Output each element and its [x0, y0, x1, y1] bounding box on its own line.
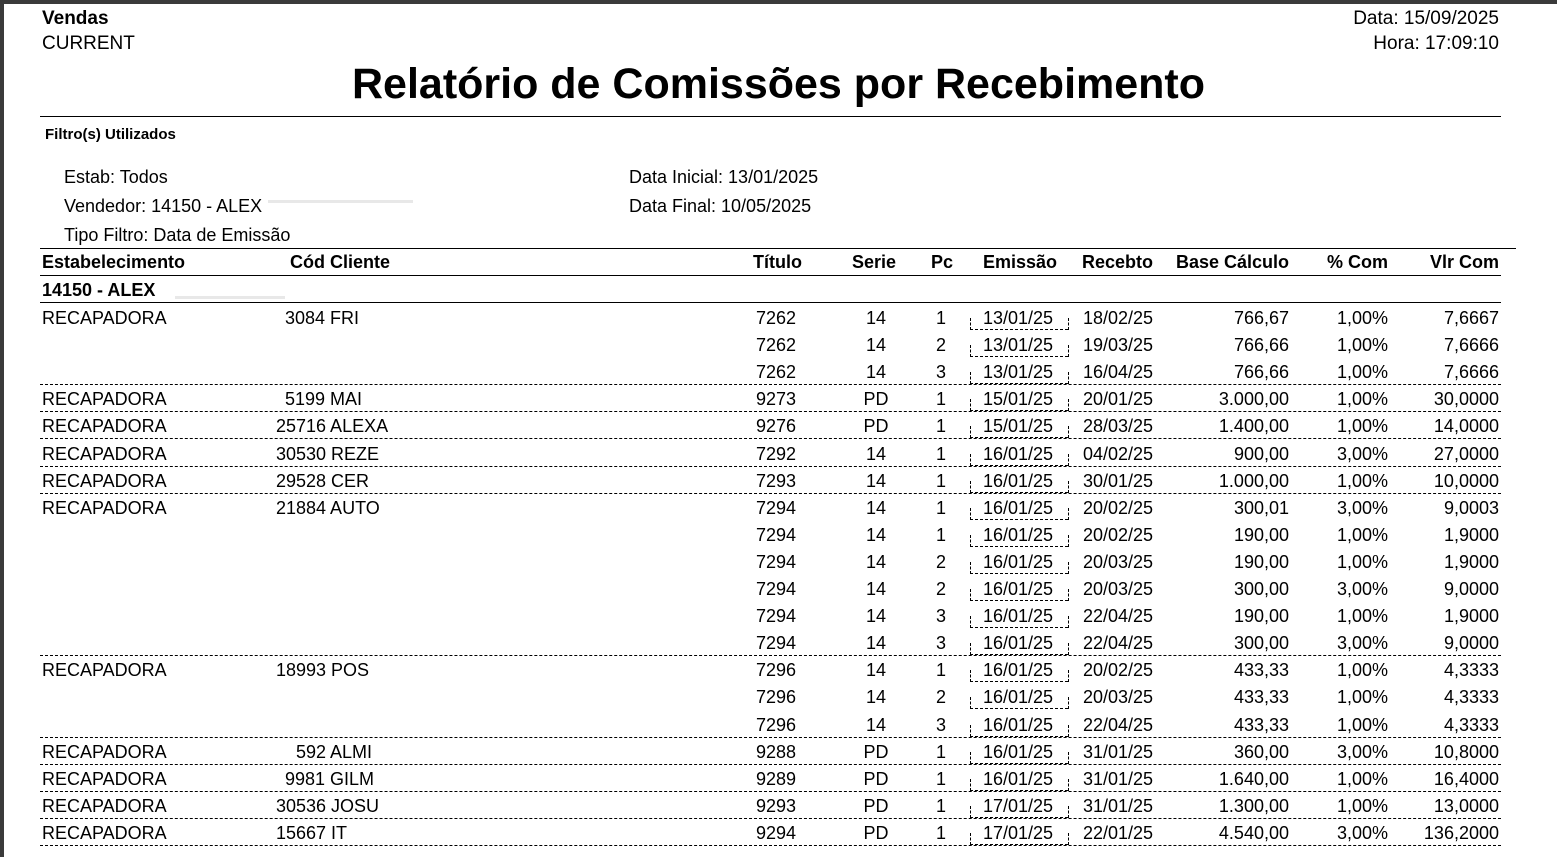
cell-serie: PD: [863, 822, 889, 843]
cell-serie: 14: [865, 579, 887, 599]
emissao-right-border: [1068, 806, 1069, 818]
cell-recebto: 30/01/25: [1083, 470, 1154, 491]
emissao-left-border: [970, 643, 971, 655]
cell-recebto: 28/03/25: [1083, 416, 1154, 437]
cell-serie: 14: [865, 443, 887, 464]
cell-estabelecimento: RECAPADORA: [42, 470, 167, 491]
cell-estabelecimento: RECAPADORA: [42, 308, 167, 328]
cell-pct-com: 3,00%: [1336, 822, 1388, 843]
cell-vlr-com: 10,8000: [1433, 741, 1499, 762]
cell-pct-com: 1,00%: [1336, 768, 1388, 789]
cell-vlr-com: 1,9000: [1443, 524, 1499, 545]
group-heading: 14150 - ALEX: [42, 280, 156, 300]
cell-titulo: 7294: [755, 551, 796, 572]
filter-estab: Estab: Todos: [64, 167, 168, 187]
cell-base-calculo: 300,00: [1233, 579, 1289, 599]
cell-base-calculo: 300,01: [1233, 497, 1289, 518]
cell-serie: 14: [865, 633, 887, 654]
cell-pc: 1: [935, 470, 946, 491]
cell-pct-com: 1,00%: [1336, 795, 1388, 816]
redacted-mark: [268, 200, 413, 203]
cell-titulo: 7262: [755, 362, 796, 383]
emissao-underline: [970, 627, 1068, 628]
cell-titulo: 7262: [755, 308, 796, 328]
table-row: [0, 412, 1557, 439]
emissao-left-border: [970, 806, 971, 818]
cell-cliente: 592 ALMI: [296, 741, 373, 762]
cell-emissao: 13/01/25: [983, 308, 1054, 328]
emissao-right-border: [1068, 697, 1069, 709]
cell-emissao: 16/01/25: [983, 768, 1054, 789]
emissao-left-border: [970, 833, 971, 845]
emissao-right-border: [1068, 535, 1069, 547]
emissao-right-border: [1068, 589, 1069, 601]
cell-base-calculo: 4.540,00: [1218, 822, 1289, 843]
header-bottom-rule: [40, 275, 1501, 276]
table-row: [0, 656, 1557, 683]
cell-base-calculo: 1.000,00: [1218, 470, 1289, 491]
table-row: [0, 792, 1557, 819]
emissao-left-border: [970, 426, 971, 438]
cell-pc: 2: [935, 579, 946, 599]
filter-data-final: Data Final: 10/05/2025: [629, 196, 812, 216]
cell-recebto: 31/01/25: [1083, 768, 1154, 789]
emissao-left-border: [970, 725, 971, 737]
table-row: [0, 765, 1557, 792]
emissao-right-border: [1068, 670, 1069, 682]
cell-pct-com: 3,00%: [1336, 633, 1388, 654]
cell-titulo: 7296: [755, 687, 796, 708]
col-estabelecimento: Estabelecimento: [42, 252, 186, 272]
cell-serie: 14: [865, 714, 887, 735]
cell-emissao: 16/01/25: [983, 443, 1054, 464]
report-date: Data: 15/09/2025: [1353, 8, 1499, 29]
cell-cliente: 3084 FRI: [285, 308, 360, 328]
cell-vlr-com: 7,6666: [1443, 362, 1499, 383]
cell-pc: 1: [935, 795, 946, 816]
cell-recebto: 20/02/25: [1083, 497, 1154, 518]
table-row: [0, 440, 1557, 467]
cell-pct-com: 1,00%: [1336, 551, 1388, 572]
cell-serie: PD: [863, 389, 889, 410]
emissao-underline: [970, 329, 1068, 330]
cell-recebto: 31/01/25: [1083, 741, 1154, 762]
cell-emissao: 16/01/25: [983, 687, 1054, 708]
cell-serie: PD: [863, 416, 889, 437]
cell-titulo: 9289: [755, 768, 796, 789]
cell-cliente: 15667 IT: [276, 822, 348, 843]
cell-emissao: 16/01/25: [983, 551, 1054, 572]
cell-emissao: 16/01/25: [983, 714, 1054, 735]
cell-pct-com: 1,00%: [1336, 470, 1388, 491]
cell-vlr-com: 4,3333: [1443, 660, 1499, 681]
cell-pc: 1: [935, 524, 946, 545]
emissao-right-border: [1068, 454, 1069, 466]
cell-pct-com: 1,00%: [1336, 389, 1388, 410]
cell-serie: 14: [865, 660, 887, 681]
cell-recebto: 31/01/25: [1083, 795, 1154, 816]
cell-cliente: 5199 MAI: [285, 389, 363, 410]
cell-titulo: 9273: [755, 389, 796, 410]
header-top-rule: [40, 248, 1516, 249]
cell-pct-com: 1,00%: [1336, 335, 1388, 356]
table-row: [0, 575, 1557, 602]
cell-pc: 2: [935, 551, 946, 572]
cell-titulo: 7294: [755, 579, 796, 599]
report-title: Relatório de Comissões por Recebimento: [351, 60, 1206, 108]
cell-recebto: 20/03/25: [1083, 551, 1154, 572]
cell-emissao: 13/01/25: [983, 335, 1054, 356]
cell-base-calculo: 900,00: [1233, 443, 1289, 464]
cell-base-calculo: 190,00: [1233, 551, 1289, 572]
emissao-right-border: [1068, 643, 1069, 655]
cell-titulo: 7292: [755, 443, 796, 464]
cell-pc: 3: [935, 606, 946, 627]
emissao-right-border: [1068, 779, 1069, 791]
cell-vlr-com: 4,3333: [1443, 714, 1499, 735]
company-subtitle: CURRENT: [42, 33, 135, 54]
cell-pc: 1: [935, 497, 946, 518]
cell-titulo: 9293: [755, 795, 796, 816]
cell-base-calculo: 1.300,00: [1218, 795, 1289, 816]
cell-emissao: 16/01/25: [983, 660, 1054, 681]
cell-serie: 14: [865, 551, 887, 572]
cell-cliente: 30536 JOSU: [276, 795, 380, 816]
emissao-right-border: [1068, 426, 1069, 438]
cell-pct-com: 1,00%: [1336, 687, 1388, 708]
emissao-right-border: [1068, 752, 1069, 764]
cell-recebto: 19/03/25: [1083, 335, 1154, 356]
cell-estabelecimento: RECAPADORA: [42, 443, 167, 464]
table-row: [0, 331, 1557, 358]
cell-titulo: 7262: [755, 335, 796, 356]
cell-serie: 14: [865, 524, 887, 545]
cell-base-calculo: 1.640,00: [1218, 768, 1289, 789]
cell-vlr-com: 14,0000: [1433, 416, 1499, 437]
cell-cliente: 18993 POS: [276, 660, 370, 681]
cell-base-calculo: 433,33: [1233, 660, 1289, 681]
cell-pc: 3: [935, 633, 946, 654]
cell-recebto: 20/01/25: [1083, 389, 1154, 410]
cell-serie: 14: [865, 470, 887, 491]
emissao-right-border: [1068, 562, 1069, 574]
cell-vlr-com: 7,6666: [1443, 335, 1499, 356]
col-vlr: Vlr Com: [1429, 252, 1499, 272]
cell-recebto: 16/04/25: [1083, 362, 1154, 383]
col-emissao: Emissão: [983, 252, 1058, 272]
cell-vlr-com: 1,9000: [1443, 606, 1499, 627]
cell-emissao: 17/01/25: [983, 822, 1054, 843]
cell-titulo: 7296: [755, 714, 796, 735]
cell-pc: 3: [935, 362, 946, 383]
emissao-left-border: [970, 697, 971, 709]
cell-pct-com: 1,00%: [1336, 660, 1388, 681]
cell-emissao: 15/01/25: [983, 389, 1054, 410]
col-base: Base Cálculo: [1175, 252, 1289, 272]
col-cliente: Cód Cliente: [290, 252, 391, 272]
cell-pc: 3: [935, 714, 946, 735]
cell-base-calculo: 433,33: [1233, 714, 1289, 735]
cell-pc: 1: [935, 308, 946, 328]
cell-pc: 1: [935, 741, 946, 762]
cell-serie: 14: [865, 606, 887, 627]
cell-vlr-com: 10,0000: [1433, 470, 1499, 491]
cell-recebto: 22/04/25: [1083, 606, 1154, 627]
cell-emissao: 16/01/25: [983, 470, 1054, 491]
filter-vendedor: Vendedor: 14150 - ALEX: [64, 196, 263, 216]
cell-pct-com: 1,00%: [1336, 308, 1388, 328]
cell-pc: 1: [935, 768, 946, 789]
cell-recebto: 20/03/25: [1083, 579, 1154, 599]
cell-cliente: 21884 AUTO: [276, 497, 380, 518]
emissao-left-border: [970, 508, 971, 520]
cell-estabelecimento: RECAPADORA: [42, 822, 167, 843]
cell-emissao: 13/01/25: [983, 362, 1054, 383]
cell-base-calculo: 766,67: [1233, 308, 1289, 328]
cell-titulo: 9294: [755, 822, 796, 843]
emissao-right-border: [1068, 372, 1069, 384]
cell-emissao: 16/01/25: [983, 497, 1054, 518]
cell-emissao: 16/01/25: [983, 579, 1054, 599]
cell-vlr-com: 16,4000: [1433, 768, 1499, 789]
cell-pct-com: 3,00%: [1336, 579, 1388, 599]
cell-vlr-com: 13,0000: [1433, 795, 1499, 816]
cell-pct-com: 3,00%: [1336, 741, 1388, 762]
cell-pc: 1: [935, 822, 946, 843]
emissao-left-border: [970, 399, 971, 411]
cell-titulo: 7296: [755, 660, 796, 681]
table-row: [0, 683, 1557, 710]
emissao-left-border: [970, 481, 971, 493]
cell-base-calculo: 766,66: [1233, 362, 1289, 383]
cell-pct-com: 1,00%: [1336, 416, 1388, 437]
cell-estabelecimento: RECAPADORA: [42, 389, 167, 410]
table-row: [0, 629, 1557, 656]
cell-serie: 14: [865, 687, 887, 708]
cell-estabelecimento: RECAPADORA: [42, 497, 167, 518]
cell-emissao: 16/01/25: [983, 633, 1054, 654]
table-row: [0, 521, 1557, 548]
emissao-underline: [970, 681, 1068, 682]
emissao-right-border: [1068, 481, 1069, 493]
emissao-left-border: [970, 670, 971, 682]
cell-emissao: 16/01/25: [983, 606, 1054, 627]
cell-estabelecimento: RECAPADORA: [42, 741, 167, 762]
group-rule: [40, 302, 1501, 303]
table-row: [0, 711, 1557, 738]
cell-estabelecimento: RECAPADORA: [42, 768, 167, 789]
cell-vlr-com: 9,0000: [1443, 633, 1499, 654]
cell-recebto: 22/04/25: [1083, 714, 1154, 735]
cell-emissao: 16/01/25: [983, 741, 1054, 762]
cell-vlr-com: 4,3333: [1443, 687, 1499, 708]
cell-pct-com: 3,00%: [1336, 443, 1388, 464]
cell-base-calculo: 433,33: [1233, 687, 1289, 708]
cell-pc: 1: [935, 416, 946, 437]
redacted-mark: [175, 296, 285, 299]
cell-emissao: 17/01/25: [983, 795, 1054, 816]
cell-recebto: 20/02/25: [1083, 660, 1154, 681]
cell-vlr-com: 7,6667: [1443, 308, 1499, 328]
cell-base-calculo: 3.000,00: [1218, 389, 1289, 410]
table-row: [0, 467, 1557, 494]
emissao-left-border: [970, 345, 971, 357]
emissao-underline: [970, 546, 1068, 547]
table-row: [0, 304, 1557, 331]
cell-pc: 1: [935, 389, 946, 410]
emissao-underline: [970, 519, 1068, 520]
table-row: [0, 358, 1557, 385]
emissao-right-border: [1068, 616, 1069, 628]
cell-estabelecimento: RECAPADORA: [42, 660, 167, 681]
emissao-right-border: [1068, 399, 1069, 411]
cell-vlr-com: 9,0003: [1443, 497, 1499, 518]
cell-vlr-com: 1,9000: [1443, 551, 1499, 572]
cell-base-calculo: 360,00: [1233, 741, 1289, 762]
emissao-underline: [970, 356, 1068, 357]
cell-pct-com: 1,00%: [1336, 524, 1388, 545]
emissao-right-border: [1068, 318, 1069, 330]
emissao-right-border: [1068, 725, 1069, 737]
cell-cliente: 25716 ALEXA: [276, 416, 389, 437]
cell-pc: 2: [935, 687, 946, 708]
table-row: [0, 385, 1557, 412]
cell-titulo: 7294: [755, 633, 796, 654]
title-divider: [40, 116, 1501, 117]
filters-heading: Filtro(s) Utilizados: [45, 126, 176, 143]
emissao-underline: [970, 573, 1068, 574]
cell-serie: PD: [863, 795, 889, 816]
cell-titulo: 7294: [755, 497, 796, 518]
cell-serie: 14: [865, 362, 887, 383]
table-row: [0, 494, 1557, 521]
cell-cliente: 9981 GILM: [285, 768, 375, 789]
emissao-right-border: [1068, 508, 1069, 520]
cell-pct-com: 1,00%: [1336, 714, 1388, 735]
table-row: [0, 602, 1557, 629]
emissao-right-border: [1068, 833, 1069, 845]
cell-recebto: 20/03/25: [1083, 687, 1154, 708]
cell-recebto: 22/01/25: [1083, 822, 1154, 843]
cell-serie: PD: [863, 768, 889, 789]
col-pc: Pc: [931, 252, 954, 272]
cell-base-calculo: 766,66: [1233, 335, 1289, 356]
cell-base-calculo: 1.400,00: [1218, 416, 1289, 437]
cell-pct-com: 1,00%: [1336, 606, 1388, 627]
cell-titulo: 7293: [755, 470, 796, 491]
cell-base-calculo: 190,00: [1233, 606, 1289, 627]
cell-recebto: 04/02/25: [1083, 443, 1154, 464]
col-pct: % Com: [1326, 252, 1388, 272]
table-row: [0, 738, 1557, 765]
col-titulo: Título: [753, 252, 802, 272]
cell-cliente: 29528 CER: [276, 470, 370, 491]
company-name: Vendas: [42, 8, 109, 29]
cell-emissao: 15/01/25: [983, 416, 1054, 437]
cell-titulo: 7294: [755, 606, 796, 627]
cell-pc: 1: [935, 660, 946, 681]
table-row: [0, 548, 1557, 575]
filter-data-inicial: Data Inicial: 13/01/2025: [629, 167, 819, 187]
cell-serie: PD: [863, 741, 889, 762]
cell-serie: 14: [865, 308, 887, 328]
cell-titulo: 9276: [755, 416, 796, 437]
cell-pct-com: 3,00%: [1336, 497, 1388, 518]
emissao-left-border: [970, 589, 971, 601]
emissao-left-border: [970, 372, 971, 384]
cell-cliente: 30530 REZE: [276, 443, 380, 464]
emissao-left-border: [970, 752, 971, 764]
cell-vlr-com: 30,0000: [1433, 389, 1499, 410]
cell-vlr-com: 27,0000: [1433, 443, 1499, 464]
cell-pct-com: 1,00%: [1336, 362, 1388, 383]
emissao-underline: [970, 708, 1068, 709]
cell-titulo: 9288: [755, 741, 796, 762]
emissao-left-border: [970, 562, 971, 574]
emissao-left-border: [970, 454, 971, 466]
cell-recebto: 20/02/25: [1083, 524, 1154, 545]
report-time: Hora: 17:09:10: [1373, 33, 1499, 54]
cell-recebto: 18/02/25: [1083, 308, 1154, 328]
cell-vlr-com: 9,0000: [1443, 579, 1499, 599]
cell-vlr-com: 136,2000: [1423, 822, 1499, 843]
emissao-right-border: [1068, 345, 1069, 357]
emissao-left-border: [970, 779, 971, 791]
filter-tipo: Tipo Filtro: Data de Emissão: [64, 225, 291, 245]
cell-recebto: 22/04/25: [1083, 633, 1154, 654]
col-recebto: Recebto: [1082, 252, 1154, 272]
emissao-left-border: [970, 535, 971, 547]
cell-pc: 1: [935, 443, 946, 464]
cell-pc: 2: [935, 335, 946, 356]
emissao-left-border: [970, 318, 971, 330]
emissao-underline: [970, 600, 1068, 601]
cell-emissao: 16/01/25: [983, 524, 1054, 545]
cell-estabelecimento: RECAPADORA: [42, 795, 167, 816]
table-row: [0, 819, 1557, 846]
cell-serie: 14: [865, 497, 887, 518]
emissao-left-border: [970, 616, 971, 628]
col-serie: Serie: [852, 252, 897, 272]
cell-serie: 14: [865, 335, 887, 356]
cell-base-calculo: 190,00: [1233, 524, 1289, 545]
cell-estabelecimento: RECAPADORA: [42, 416, 167, 437]
row-group-divider: [40, 845, 1501, 846]
cell-titulo: 7294: [755, 524, 796, 545]
cell-base-calculo: 300,00: [1233, 633, 1289, 654]
window-border-top: [0, 0, 1557, 4]
